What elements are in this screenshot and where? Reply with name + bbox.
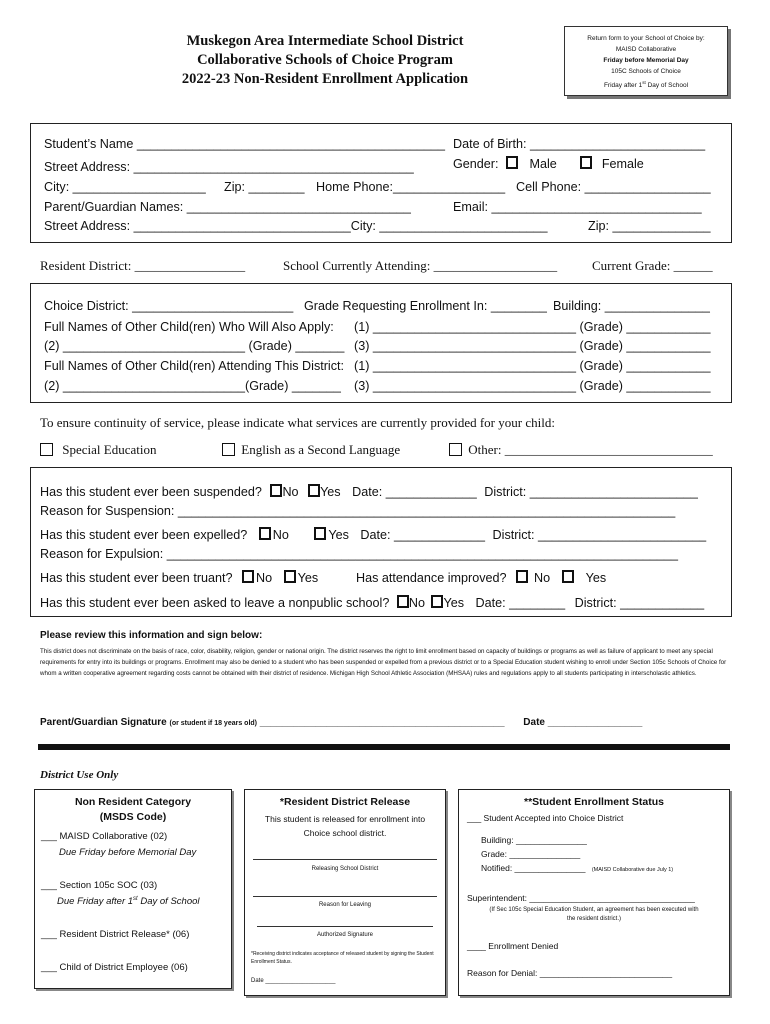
reason-leaving-label: Reason for Leaving [318, 902, 372, 908]
no-label: No [408, 596, 425, 610]
suspended-row [40, 484, 698, 499]
grade-status-field[interactable]: Grade: _______________ [481, 849, 581, 859]
signature-note: (or student if 18 years old) [169, 720, 258, 727]
return-line-2: MAISD Collaborative [615, 46, 677, 53]
suspended-yes-checkbox[interactable] [308, 484, 320, 497]
nonpublic-district-field[interactable]: District: ____________ [574, 596, 705, 610]
gender-group [453, 156, 644, 171]
signature-date-field[interactable]: Date _________________ [523, 717, 643, 728]
expelled-row [40, 527, 706, 542]
parent-zip-field[interactable]: Zip: ______________ [588, 219, 711, 233]
superintendent-field[interactable]: Superintendent: ___________________________________ [467, 893, 695, 903]
resident-district-field[interactable]: Resident District: _________________ [40, 258, 246, 273]
sibling-apply-3-field[interactable]: (3) _____________________________ (Grade) ____________ [354, 339, 711, 353]
return-line-3: Friday before Memorial Day [603, 57, 689, 64]
return-deadline-box [564, 26, 728, 96]
parent-names-field[interactable]: Parent/Guardian Names: ________________________________ [44, 200, 411, 214]
cell-phone-field[interactable]: Cell Phone: __________________ [516, 180, 711, 194]
other-label[interactable]: Other: ________________________________ [468, 442, 713, 457]
male-checkbox[interactable] [506, 156, 518, 169]
attendance-yes-checkbox[interactable] [562, 570, 574, 583]
truant-question: Has this student ever been truant? [40, 571, 233, 585]
nonpublic-question: Has this student ever been asked to leave a nonpublic school? [40, 596, 390, 610]
no-label: No [272, 528, 289, 542]
category-105c-note: Due Friday after 1st Day of School [57, 896, 200, 908]
category-release[interactable]: ___ Resident District Release* (06) [41, 929, 190, 940]
home-phone-field[interactable]: Home Phone:________________ [316, 180, 506, 194]
attendance-question: Has attendance improved? [356, 571, 507, 585]
service-special-ed [40, 442, 156, 458]
special-ed-checkbox[interactable] [40, 443, 53, 456]
notified-note: (MAISD Collaborative due July 1) [591, 867, 674, 873]
current-grade-field[interactable]: Current Grade: ______ [592, 258, 713, 273]
category-employee[interactable]: ___ Child of District Employee (06) [41, 962, 188, 973]
building-status-field[interactable]: Building: _______________ [481, 835, 587, 845]
signature-row [40, 717, 642, 728]
title-line-3: 2022-23 Non-Resident Enrollment Application [181, 71, 469, 87]
yes-label: Yes [297, 571, 319, 585]
title-line-2: Collaborative Schools of Choice Program [197, 52, 453, 68]
col1-subtitle: (MSDS Code) [99, 811, 167, 823]
nonpublic-yes-checkbox[interactable] [431, 595, 443, 608]
resident-release-box [244, 789, 446, 996]
esl-label: English as a Second Language [241, 442, 401, 457]
attendance-no-checkbox[interactable] [516, 570, 528, 583]
expelled-question: Has this student ever been expelled? [40, 528, 248, 542]
accepted-field[interactable]: ___ Student Accepted into Choice District [467, 813, 624, 823]
male-label: Male [529, 157, 557, 171]
services-prompt: To ensure continuity of service, please indicate what services are currently provided for your child: [40, 415, 555, 430]
choice-district-field[interactable]: Choice District: _______________________ [44, 299, 294, 313]
attendance-row [356, 570, 606, 585]
city-field[interactable]: City: ___________________ [44, 180, 206, 194]
expelled-no-checkbox[interactable] [259, 527, 271, 540]
col1-title: Non Resident Category [74, 796, 192, 808]
yes-label: Yes [320, 485, 341, 499]
category-maisd[interactable]: ___ MAISD Collaborative (02) [41, 831, 168, 842]
yes-label: Yes [443, 596, 465, 610]
releasing-district-line[interactable] [253, 859, 437, 860]
releasing-district-label: Releasing School District [311, 866, 379, 872]
nonpublic-date-field[interactable]: Date: ________ [475, 596, 566, 610]
sibling-apply-2-field[interactable]: (2) __________________________ (Grade) _______ [44, 339, 345, 353]
no-label: No [534, 571, 551, 585]
no-label: No [256, 571, 273, 585]
truant-yes-checkbox[interactable] [284, 570, 296, 583]
truant-row [40, 570, 318, 585]
no-label: No [282, 485, 299, 499]
release-footnote: *Receiving district indicates acceptance of released student by signing the Student Enrollment Status. [251, 951, 434, 965]
enrollment-denied-field[interactable]: ____ Enrollment Denied [467, 941, 559, 951]
non-resident-category-box [34, 789, 232, 989]
review-heading: Please review this information and sign below: [40, 630, 263, 641]
notified-field[interactable]: Notified: _______________ (MAISD Collaborative due July 1) [481, 863, 674, 873]
zip-field[interactable]: Zip: ________ [224, 180, 305, 194]
authorized-signature-label: Authorized Signature [316, 932, 374, 938]
street-address-field[interactable]: Street Address: ________________________________________ [44, 160, 414, 174]
expelled-date-field[interactable]: Date: _____________ [360, 528, 486, 542]
student-name-field[interactable]: Student’s Name ____________________________________________ [44, 137, 446, 151]
enrollment-status-box [458, 789, 730, 996]
section-divider [38, 744, 730, 750]
building-field[interactable]: Building: _______________ [553, 299, 710, 313]
expelled-yes-checkbox[interactable] [314, 527, 326, 540]
authorized-signature-line[interactable] [257, 926, 433, 927]
nonpublic-row [40, 595, 704, 610]
yes-label: Yes [328, 528, 349, 542]
reason-expulsion-field[interactable]: Reason for Expulsion: _________________________________________________________________________ [40, 547, 679, 561]
service-other [449, 442, 713, 458]
school-attending-field[interactable]: School Currently Attending: ___________________ [283, 258, 558, 273]
siblings-attending-label: Full Names of Other Child(ren) Attending This District: [44, 359, 345, 373]
siblings-apply-label: Full Names of Other Child(ren) Who Will Also Apply: [44, 320, 334, 334]
service-esl [222, 442, 400, 458]
reason-suspension-field[interactable]: Reason for Suspension: _______________________________________________________________________ [40, 504, 676, 518]
suspended-no-checkbox[interactable] [270, 484, 282, 497]
esl-checkbox[interactable] [222, 443, 235, 456]
title-line-1: Muskegon Area Intermediate School District [186, 33, 464, 49]
release-text: This student is released for enrollment into Choice school district. [264, 814, 426, 838]
col3-title: **Student Enrollment Status [523, 796, 664, 808]
dob-field[interactable]: Date of Birth: _________________________ [453, 137, 706, 151]
col2-title: *Resident District Release [279, 796, 411, 808]
form-title [140, 32, 510, 89]
truant-no-checkbox[interactable] [242, 570, 254, 583]
sibling-attend-1-field[interactable]: (1) _____________________________ (Grade) ____________ [354, 359, 711, 373]
expelled-district-field[interactable]: District: ________________________ [492, 528, 707, 542]
gender-label: Gender: [453, 157, 499, 171]
district-use-heading: District Use Only [40, 769, 119, 781]
nonpublic-no-checkbox[interactable] [397, 595, 409, 608]
return-line-4: 105C Schools of Choice [611, 68, 681, 75]
email-field[interactable]: Email: ______________________________ [453, 200, 702, 214]
suspended-date-field[interactable]: Date: _____________ [352, 485, 477, 499]
signature-line[interactable]: ____________________________________________ [259, 717, 505, 728]
suspended-question: Has this student ever been suspended? [40, 485, 262, 499]
category-maisd-note: Due Friday before Memorial Day [59, 847, 197, 858]
category-105c[interactable]: ___ Section 105c SOC (03) [41, 880, 158, 891]
other-checkbox[interactable] [449, 443, 462, 456]
return-line-5: Friday after 1st Day of School [603, 80, 689, 90]
parent-street-city-field[interactable]: Street Address: _______________________________City: ________________________ [44, 219, 548, 233]
sibling-attend-2-field[interactable]: (2) __________________________(Grade) _______ [44, 379, 341, 393]
yes-label: Yes [585, 571, 607, 585]
suspended-district-field[interactable]: District: ________________________ [484, 485, 698, 499]
grade-requesting-field[interactable]: Grade Requesting Enrollment In: ________ [304, 299, 547, 313]
female-checkbox[interactable] [580, 156, 592, 169]
return-line-1: Return form to your School of Choice by: [587, 35, 705, 42]
special-ed-label: Special Education [62, 442, 157, 457]
reason-denial-field[interactable]: Reason for Denial: ____________________________ [467, 968, 673, 978]
sibling-apply-1-field[interactable]: (1) _____________________________ (Grade) ____________ [354, 320, 711, 334]
nondiscrimination-text: This district does not discriminate on the basis of race, color, disability, religion, gender or national origin. The district reserves the right to limit enrollment based on capacity of buildings or programs as well as failure of applicant to meet any special requirements for entry into its buildings or programs. Enrollment may also be denied to a student who has been suspended or expelled from a previous district or to a Special Education student wishing to enroll under Section 105c Schools of Choice for whom a written cooperative agreement regarding costs cannot be obtained with their district of residence. Michigan High School Athletic Association (MHSAA) rules and regulations apply to all students participating in interscholastic athletics. [40, 648, 727, 678]
signature-label: Parent/Guardian Signature [40, 717, 167, 728]
superintendent-note: (If Sec 105c Special Education Student, an agreement has been executed with the resident district.) [489, 907, 699, 922]
reason-leaving-line[interactable] [253, 896, 437, 897]
release-date-field[interactable]: Date _____________________ [251, 978, 336, 984]
female-label: Female [601, 157, 644, 171]
sibling-attend-3-field[interactable]: (3) _____________________________ (Grade) ____________ [354, 379, 711, 393]
